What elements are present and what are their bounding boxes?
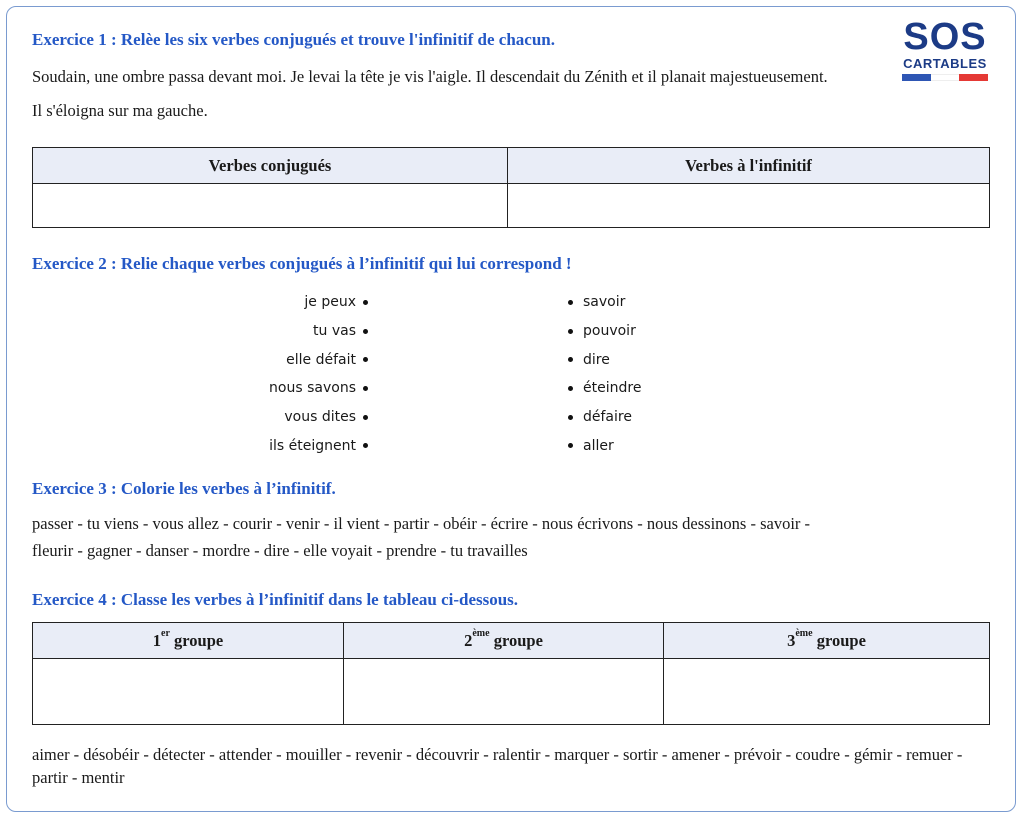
match-dot[interactable] [568, 415, 573, 420]
logo-cartables-text: CARTABLES [903, 56, 987, 71]
col-groupe-3: 3ème groupe [664, 623, 990, 659]
match-left-item[interactable]: ils éteignent [200, 431, 368, 460]
match-left-item[interactable]: tu vas [200, 317, 368, 346]
exercise-4-heading: Exercice 4 : Classe les verbes à l’infinitif dans le tableau ci-dessous. [32, 590, 519, 609]
match-dot[interactable] [363, 443, 368, 448]
exercise-3-heading: Exercice 3 : Colorie les verbes à l’infinitif. [32, 479, 336, 498]
match-right-item[interactable]: savoir [568, 288, 718, 317]
match-right-item[interactable]: défaire [568, 403, 718, 432]
match-right-item[interactable]: pouvoir [568, 317, 718, 346]
exercise-4-text: aimer - désobéir - détecter - attender - mouiller - revenir - découvrir - ralentir - marquer - sortir - amener - prévoir - coudre - gémir - remuer - partir - mentir [32, 745, 963, 787]
conjugated-verbs-column [200, 288, 368, 460]
match-left-item[interactable]: vous dites [200, 403, 368, 432]
exercise-4-table [32, 622, 990, 725]
infinitive-verbs-column [568, 288, 718, 460]
answer-cell-conjugues[interactable] [33, 184, 508, 228]
col-verbes-conjugues: Verbes conjugués [33, 148, 508, 184]
col-groupe-1: 1er groupe [33, 623, 344, 659]
exercise-1-table [32, 147, 990, 228]
match-right-item[interactable]: dire [568, 345, 718, 374]
match-dot[interactable] [363, 329, 368, 334]
answer-cell-groupe-1[interactable] [33, 659, 344, 725]
match-dot[interactable] [568, 300, 573, 305]
exercise-3-text: passer - tu viens - vous allez - courir - venir - il vient - partir - obéir - écrire - nous écrivons - nous dessinons - savoir - fleurir - gagner - danser - mordre - dire - elle voyait - prendre - tu travailles [32, 514, 811, 560]
match-right-item[interactable]: aller [568, 431, 718, 460]
match-dot[interactable] [568, 443, 573, 448]
match-left-item[interactable]: elle défait [200, 345, 368, 374]
match-left-item[interactable]: nous savons [200, 374, 368, 403]
match-dot[interactable] [568, 357, 573, 362]
exercise-1-heading: Exercice 1 : Relèe les six verbes conjugués et trouve l'infinitif de chacun. [32, 30, 555, 49]
match-dot[interactable] [568, 386, 573, 391]
match-right-item[interactable]: éteindre [568, 374, 718, 403]
exercise-2-heading: Exercice 2 : Relie chaque verbes conjugués à l’infinitif qui lui correspond ! [32, 254, 572, 273]
col-groupe-2: 2ème groupe [344, 623, 664, 659]
match-dot[interactable] [363, 300, 368, 305]
sos-cartables-logo [898, 18, 992, 88]
logo-sos-text: SOS [903, 16, 987, 58]
french-flag-stripe [902, 74, 988, 81]
match-left-item[interactable]: je peux [200, 288, 368, 317]
match-dot[interactable] [568, 329, 573, 334]
answer-cell-infinitif[interactable] [508, 184, 990, 228]
col-verbes-infinitif: Verbes à l'infinitif [508, 148, 990, 184]
match-dot[interactable] [363, 357, 368, 362]
match-dot[interactable] [363, 386, 368, 391]
answer-cell-groupe-3[interactable] [664, 659, 990, 725]
exercise-1-text: Soudain, une ombre passa devant moi. Je levai la tête je vis l'aigle. Il descendait du Zénith et il planait majestueusement. Il s'éloigna sur ma gauche. [32, 67, 828, 120]
match-dot[interactable] [363, 415, 368, 420]
answer-cell-groupe-2[interactable] [344, 659, 664, 725]
